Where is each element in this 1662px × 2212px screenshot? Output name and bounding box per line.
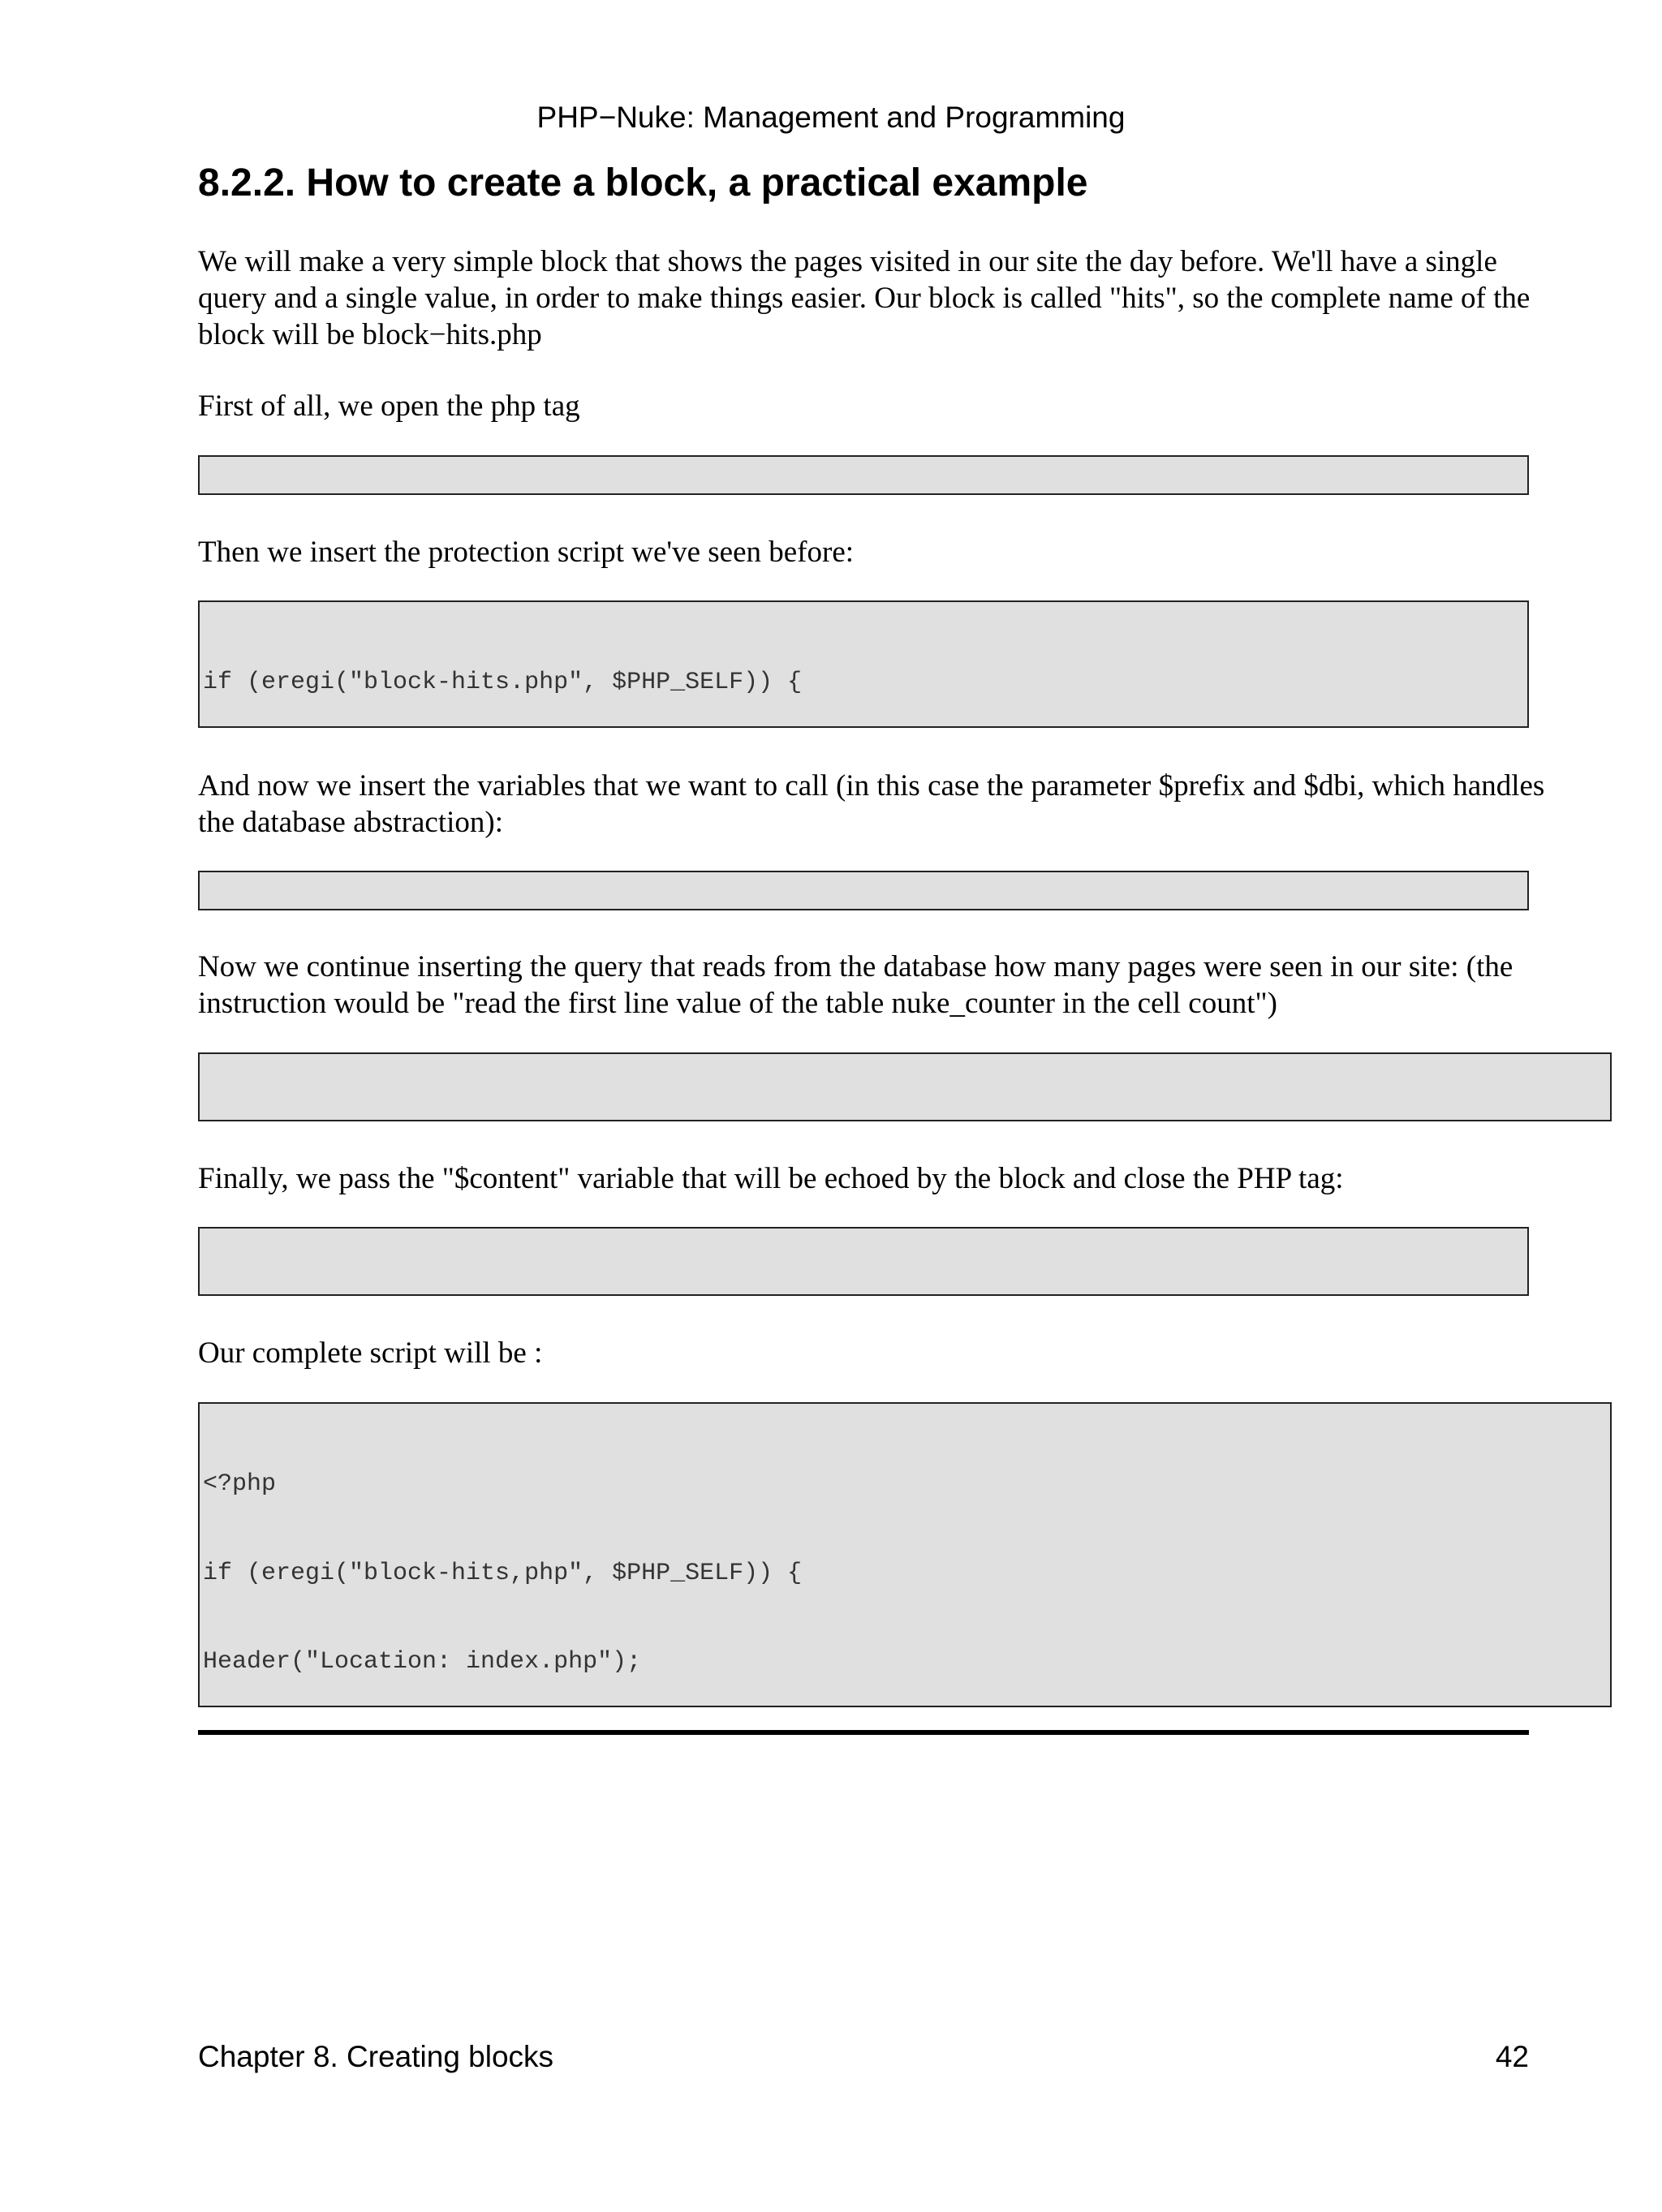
section-end-rule	[198, 1730, 1529, 1735]
protection-paragraph: Then we insert the protection script we've seen before:	[198, 536, 855, 569]
open-tag-paragraph: First of all, we open the php tag	[198, 389, 580, 423]
code-block-protection	[198, 600, 1529, 728]
section-title: 8.2.2. How to create a block, a practical example	[198, 161, 1088, 204]
code-line: if (eregi("block-hits,php", $PHP_SELF)) {	[203, 1559, 803, 1587]
variables-paragraph: And now we insert the variables that we want to call (in this case the parameter $prefix and $dbi, which handles the database abstraction):	[198, 769, 1545, 839]
code-block-content	[198, 1227, 1529, 1296]
code-line	[203, 1294, 1525, 1296]
complete-paragraph: Our complete script will be :	[198, 1336, 543, 1370]
query-paragraph: Now we continue inserting the query that reads from the database how many pages were seen in our site: (the instruction would be "read the first line value of the table nuke_counter in the cell count")	[198, 950, 1513, 1020]
code-block-open-tag	[198, 455, 1529, 495]
code-block-variables	[198, 871, 1529, 910]
code-line	[203, 1120, 1608, 1121]
content-paragraph: Finally, we pass the "$content" variable that will be echoed by the block and close the PHP tag:	[198, 1162, 1344, 1195]
code-block-complete	[198, 1402, 1612, 1707]
footer-page-number: 42	[1495, 2040, 1529, 2073]
code-block-query	[198, 1052, 1612, 1121]
intro-paragraph: We will make a very simple block that shows the pages visited in our site the day before. We'll have a single query and a single value, in order to make things easier. Our block is called "hits", so the complete name of the block will be block−hits.php	[198, 245, 1531, 351]
code-line: <?php	[203, 1470, 277, 1498]
code-line: Header("Location: index.php");	[203, 1648, 642, 1676]
running-header: PHP−Nuke: Management and Programming	[536, 101, 1126, 134]
code-line: if (eregi("block-hits.php", $PHP_SELF)) {	[203, 669, 803, 696]
footer-chapter: Chapter 8. Creating blocks	[198, 2040, 554, 2073]
